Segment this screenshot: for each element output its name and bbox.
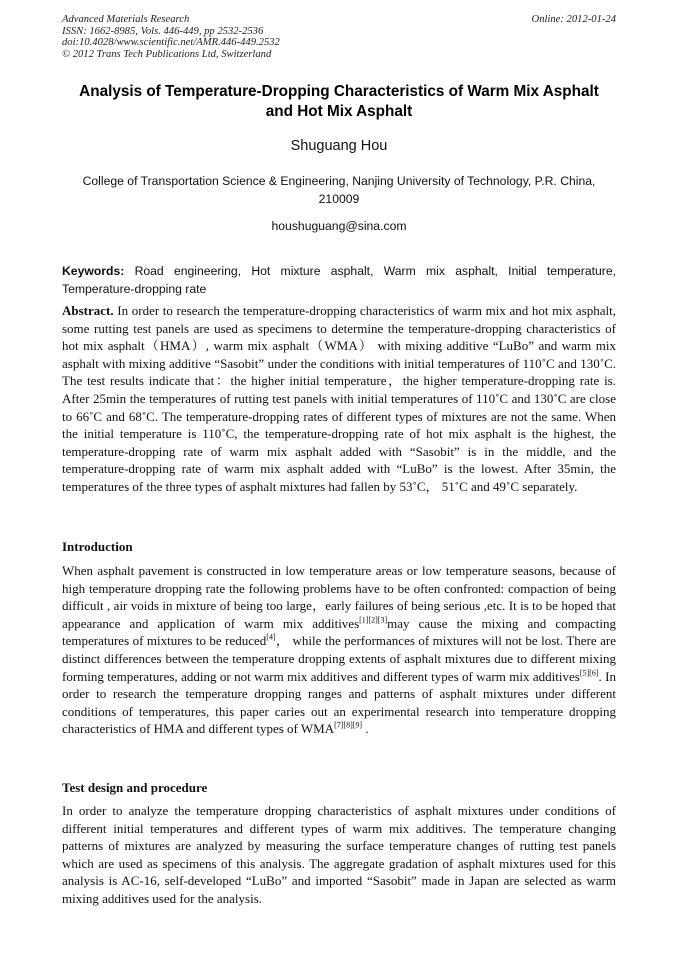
test-design-paragraph: In order to analyze the temperature dropping characteristics of asphalt mixtures under conditions of different initial temperatures and different types of warm mix additives. The temperature changing patterns of mixtures are analyzed by measuring the surface temperature changes of rutting test panels which are used as specimens of this analysis. The aggregate gradation of asphalt mixtures used for this analysis is AC-16, self-developed “LuBo” and imported “Sasobit” made in Japan are selected as warm mixing additives used for the analysis. (62, 803, 616, 906)
intro-text-4: . In order to research the temperature dropping ranges and patterns of asphalt mixtures under different conditions of temperatures, this paper caries out an experimental research into temperature dropping characteristics of HMA and different types of WMA (62, 668, 616, 737)
issn-line: ISSN: 1662-8985, Vols. 446-449, pp 2532-2536 (62, 25, 264, 37)
citation-ref: [1][2][3] (359, 615, 388, 625)
copyright-line: © 2012 Trans Tech Publications Ltd, Switzerland (62, 48, 272, 60)
affiliation-line-2: 210009 (318, 192, 360, 206)
test-design-heading: Test design and procedure (62, 780, 208, 795)
author-email: houshuguang@sina.com (271, 219, 407, 233)
keywords-section (62, 262, 616, 298)
title-line-1: Analysis of Temperature-Dropping Characteristics of Warm Mix Asphalt (79, 83, 599, 100)
keywords-label: Keywords: (62, 264, 125, 278)
title-line-2: and Hot Mix Asphalt (265, 103, 413, 120)
abstract-text: In order to research the temperature-dropping characteristics of warm mix and hot mix asphalt, some rutting test panels are used as specimens to determine the temperature-dropping characteristics of hot mix asphalt（HMA）, warm mix asphalt（WMA） with mixing additive “LuBo” and warm mix asphalt with mixing additive “Sasobit” under the conditions with initial temperatures of 110˚C and 130˚C. The test results indicate that：the higher initial temperature，the higher temperature-dropping rate is. After 25min the temperatures of rutting test panels with initial temperatures of 110˚C and 130˚C are close to 66˚C and 68˚C. The temperature-dropping rates of different types of mixtures are not the same. When the initial temperature is 110˚C, the temperature-dropping rate of hot mix asphalt is the highest, the temperature-dropping rate of warm mix asphalt added with “Sasobit” is in the middle, and the temperature-dropping rate of warm mix asphalt added with “LuBo” is the lowest. After 35min, the temperatures of the three types of asphalt mixtures had fallen by 53˚C， 51˚C and 49˚C separately. (62, 303, 617, 494)
intro-text-2: may cause the mixing and compacting temperatures of mixtures to be reduced (62, 615, 616, 649)
introduction-heading: Introduction (62, 539, 133, 554)
citation-ref: [4] (266, 633, 276, 643)
keywords-text: Road engineering, Hot mixture asphalt, Warm mix asphalt, Initial temperature, Temperature-dropping rate (62, 264, 616, 296)
intro-text-5: . (362, 721, 369, 737)
journal-name: Advanced Materials Research (62, 14, 190, 25)
citation-ref: [7][8][9] (334, 721, 363, 731)
intro-text-3: ， while the performances of mixtures will not be lost. There are distinct differences between the temperature dropping extents of asphalt mixtures due to different mixing forming temperatures, adding or not warm mix additives and different types of warm mix additives (62, 633, 616, 684)
introduction-paragraph (62, 562, 616, 738)
citation-ref: [5][6] (579, 668, 599, 678)
author-name: Shuguang Hou (290, 138, 388, 154)
doi-line: doi:10.4028/www.scientific.net/AMR.446-449.2532 (62, 37, 280, 49)
intro-text-1: When asphalt pavement is constructed in low temperature areas or low temperature seasons, because of high temperature dropping rate the following problems have to be often confronted: compaction of being difficult , air voids in mixture of being too large，early failures of being serious ,etc. It is to be hoped that appearance and application of warm mix additives (62, 563, 616, 631)
affiliation-line-1: College of Transportation Science & Engineering, Nanjing University of Technology, P.R. China, (82, 174, 596, 188)
online-date: Online: 2012-01-24 (531, 14, 616, 25)
abstract-section (62, 302, 616, 496)
paper-title (40, 82, 638, 122)
journal-header (62, 14, 616, 60)
affiliation (62, 172, 616, 208)
abstract-label: Abstract. (62, 303, 114, 318)
